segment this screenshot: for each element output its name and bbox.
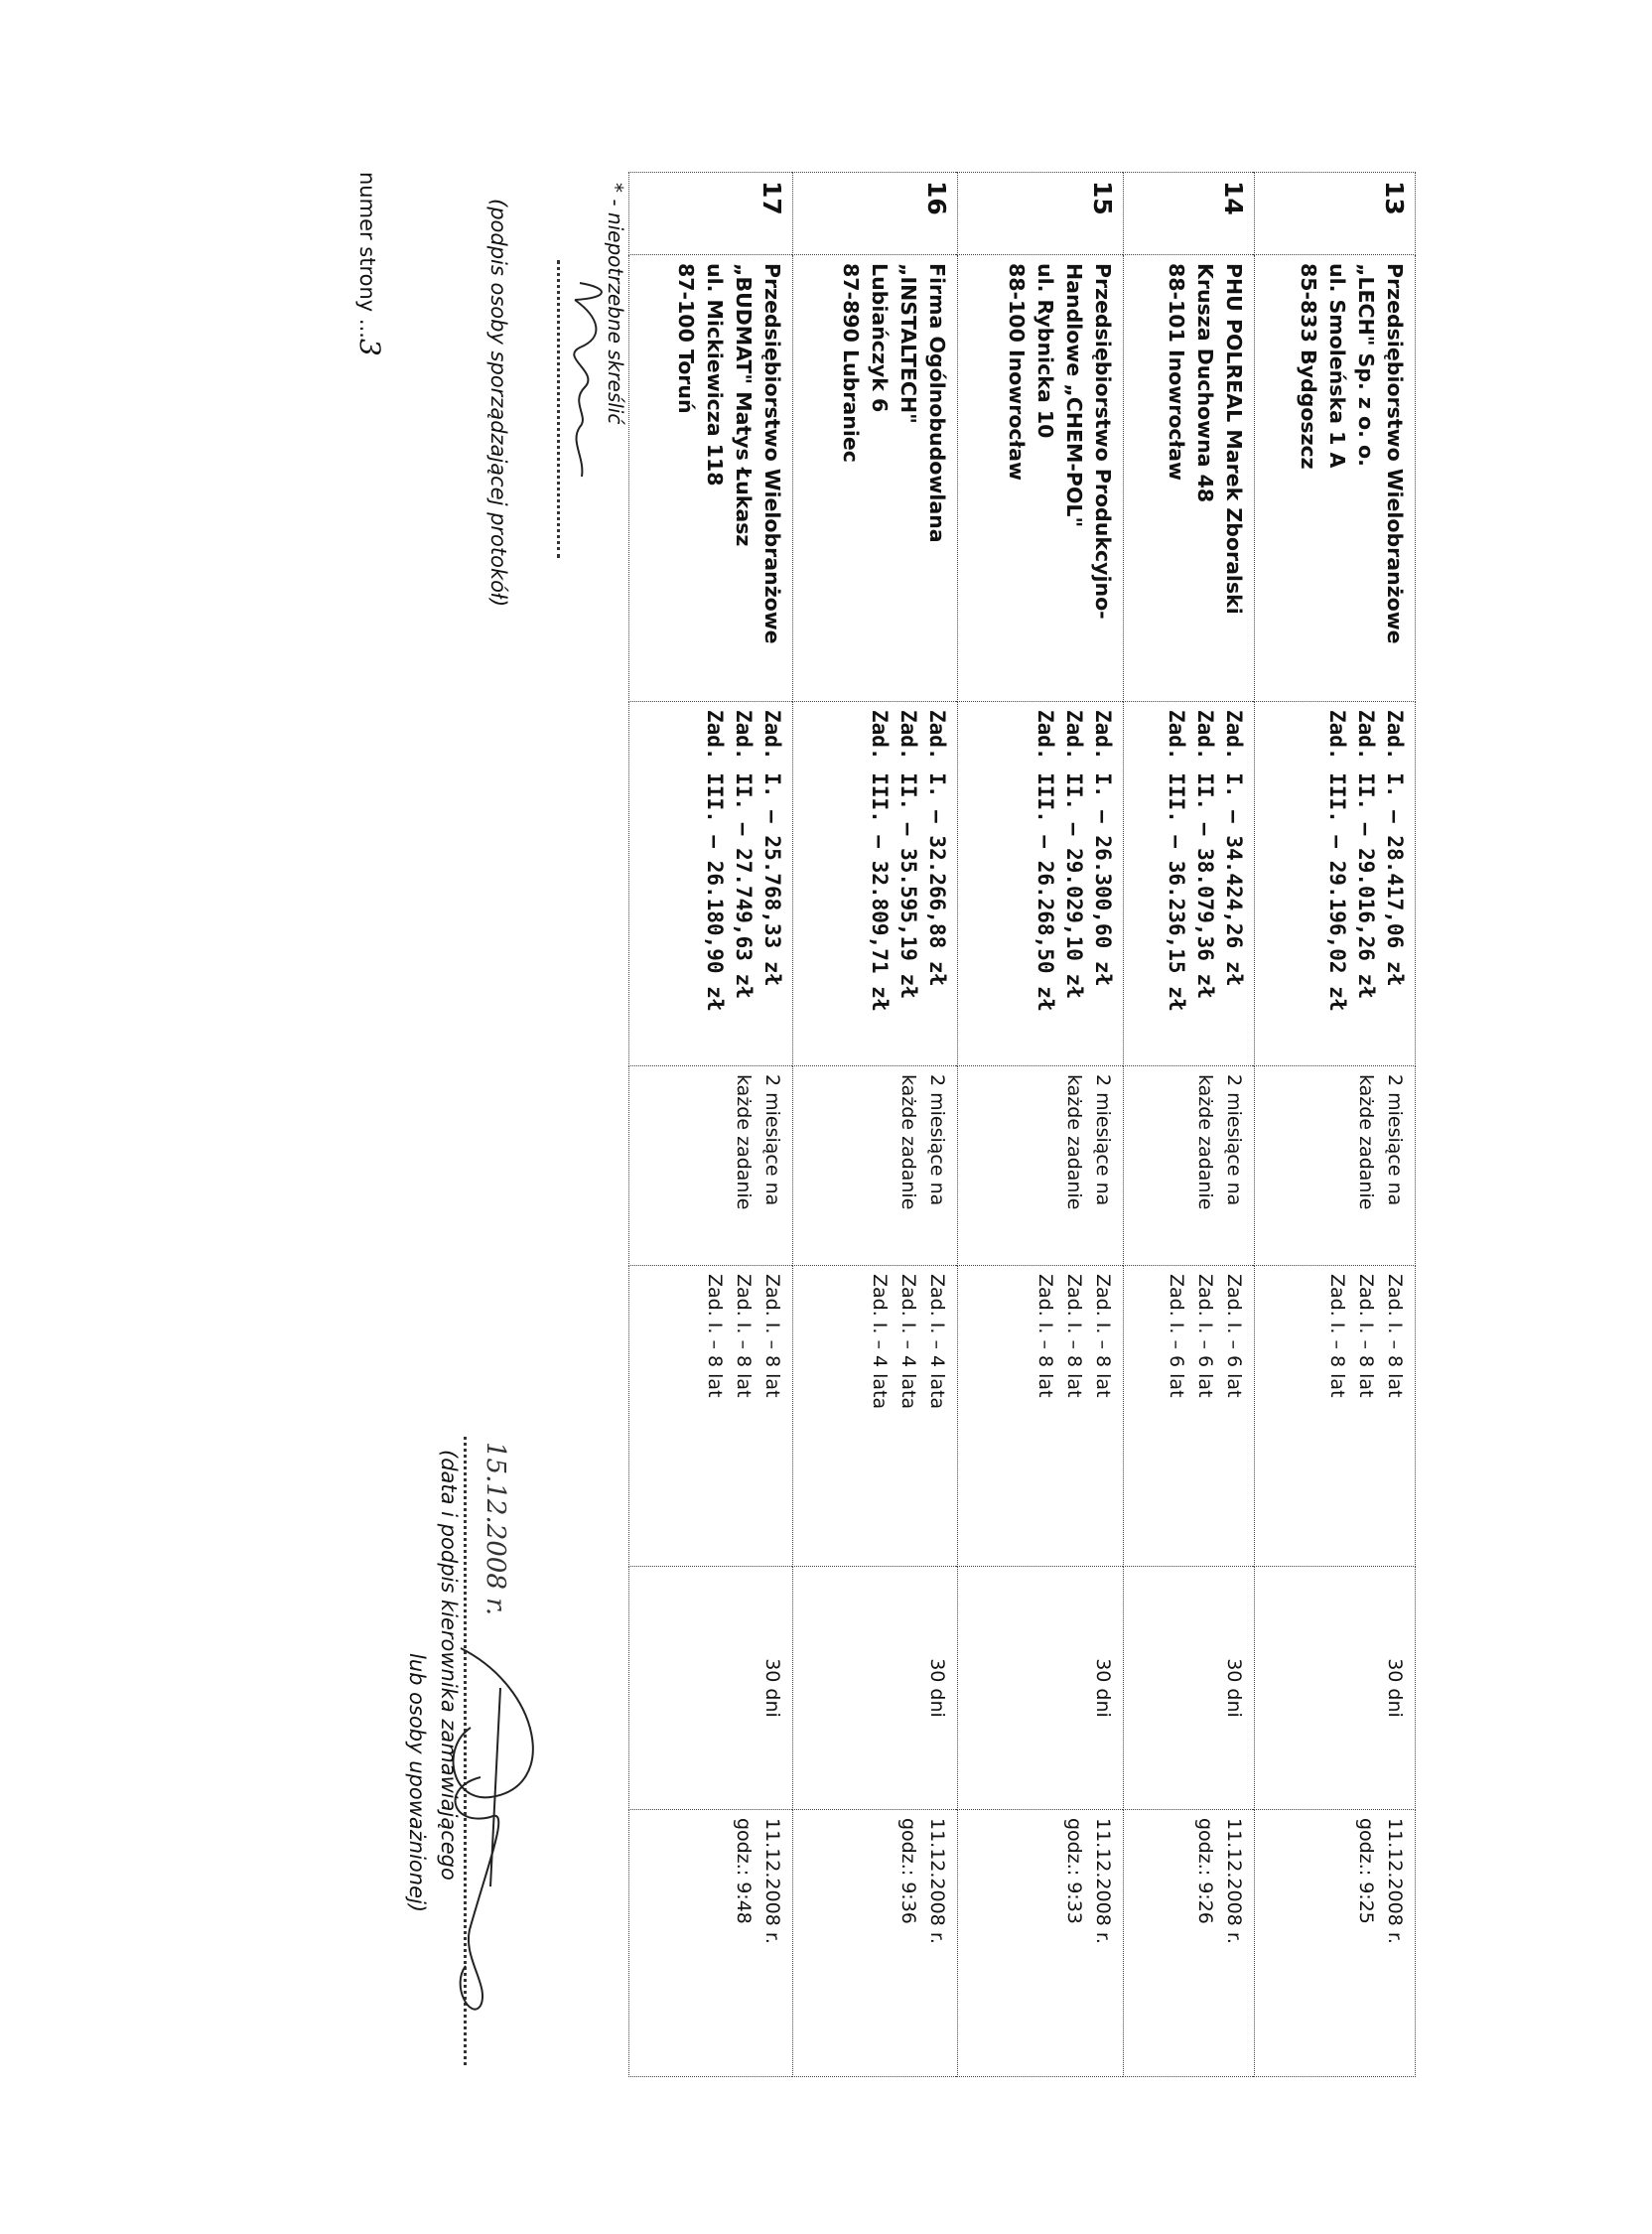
page-number-label [353, 172, 386, 356]
manager-caption-line2: lub osoby upoważnionej) [405, 1653, 429, 1913]
submission-date-cell: 11.12.2008 r. godz.: 9:25 [1255, 1810, 1416, 2077]
price-cell: Zad. I. – 26.300,60 zł Zad. II. – 29.029,10 zł Zad. III. – 26.268,50 zł [958, 702, 1124, 1066]
offer-number: 16 [793, 173, 958, 255]
price-cell: Zad. I. – 34.424,26 zł Zad. II. – 38.079,36 zł Zad. III. – 36.236,15 zł [1124, 702, 1255, 1066]
handwritten-date: 15.12.2008 r. [481, 1442, 510, 1615]
completion-term-cell: 2 miesiące na każde zadanie [1255, 1066, 1416, 1266]
offer-row [1124, 173, 1255, 2077]
footnote: * - niepotrzebne skreślić [604, 183, 627, 425]
payment-term-cell: 30 dni [1124, 1567, 1255, 1810]
completion-term-cell: 2 miesiące na każde zadanie [958, 1066, 1124, 1266]
preparer-signature [550, 278, 620, 536]
offer-row [629, 173, 793, 2077]
company-cell: Firma Ogólnobudowlana „INSTALTECH" Lubiańczyk 6 87-890 Lubraniec [793, 255, 958, 702]
submission-date-cell: 11.12.2008 r. godz.: 9:36 [793, 1810, 958, 2077]
company-cell: Przedsiębiorstwo Wielobranżowe „BUDMAT" Matys Łukasz ul. Mickiewicza 118 87-100 Toruń [629, 255, 793, 702]
company-cell: Przedsiębiorstwo Wielobranżowe „LECH" Sp. z o. o. ul. Smoleńska 1 A 85-833 Bydgoszcz [1255, 255, 1416, 702]
submission-date-cell: 11.12.2008 r. godz.: 9:26 [1124, 1810, 1255, 2077]
offer-row [1255, 173, 1416, 2077]
warranty-cell: Zad. I. – 4 lata Zad. I. – 4 lata Zad. I. – 4 lata [793, 1266, 958, 1567]
completion-term-cell: 2 miesiące na każde zadanie [629, 1066, 793, 1266]
submission-date-cell: 11.12.2008 r. godz.: 9:33 [958, 1810, 1124, 2077]
submission-date-cell: 11.12.2008 r. godz.: 9:48 [629, 1810, 793, 2077]
offers-table [628, 172, 1416, 2077]
payment-term-cell: 30 dni [958, 1567, 1124, 1810]
completion-term-cell: 2 miesiące na każde zadanie [1124, 1066, 1255, 1266]
offer-row [793, 173, 958, 2077]
price-cell: Zad. I. – 28.417,06 zł Zad. II. – 29.016,26 zł Zad. III. – 29.196,02 zł [1255, 702, 1416, 1066]
payment-term-cell: 30 dni [793, 1567, 958, 1810]
warranty-cell: Zad. I. – 8 lat Zad. I. – 8 lat Zad. I. – 8 lat [629, 1266, 793, 1567]
preparer-caption: (podpis osoby sporządzającej protokół) [486, 199, 510, 608]
company-cell: PHU POLREAL Marek Zboralski Krusza Duchowna 48 88-101 Inowrocław [1124, 255, 1255, 702]
completion-term-cell: 2 miesiące na każde zadanie [793, 1066, 958, 1266]
offer-number: 17 [629, 173, 793, 255]
warranty-cell: Zad. I. – 8 lat Zad. I. – 8 lat Zad. I. – 8 lat [1255, 1266, 1416, 1567]
page-number-label-text: numer strony ... [355, 172, 379, 339]
offer-number: 15 [958, 173, 1124, 255]
warranty-cell: Zad. I. – 8 lat Zad. I. – 8 lat Zad. I. – 8 lat [958, 1266, 1124, 1567]
manager-caption-line1: (data i podpis kierownika zamawiającego [437, 1450, 461, 1881]
offer-number: 14 [1124, 173, 1255, 255]
offer-row [958, 173, 1124, 2077]
payment-term-cell: 30 dni [1255, 1567, 1416, 1810]
page-number: 3 [353, 338, 386, 356]
payment-term-cell: 30 dni [629, 1567, 793, 1810]
company-cell: Przedsiębiorstwo Produkcyjno- Handlowe „CHEM-POL" ul. Rybnicka 10 88-100 Inowrocław [958, 255, 1124, 702]
price-cell: Zad. I. – 32.266,88 zł Zad. II. – 35.595,19 zł Zad. III. – 32.809,71 zł [793, 702, 958, 1066]
price-cell: Zad. I. – 25.768,33 zł Zad. II. – 27.749,63 zł Zad. III. – 26.180,90 zł [629, 702, 793, 1066]
offer-number: 13 [1255, 173, 1416, 255]
warranty-cell: Zad. I. – 6 lat Zad. I. – 6 lat Zad. I. – 6 lat [1124, 1266, 1255, 1567]
